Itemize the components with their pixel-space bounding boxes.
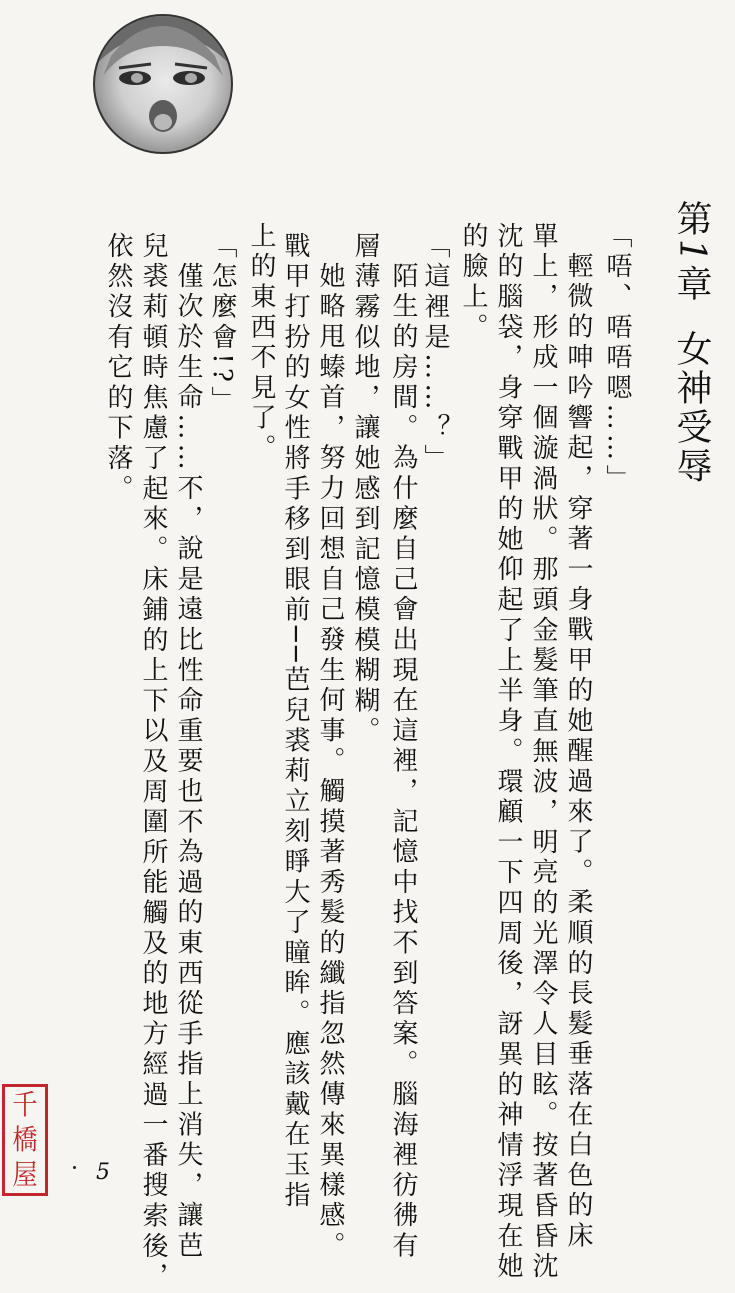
text-column: 的臉上。	[458, 222, 488, 344]
stamp-char: 橋	[12, 1122, 38, 1156]
text-column: 她略甩螓首，努力回想自己發生何事。觸摸著秀髮的纖指忽然傳來異樣感。	[315, 262, 345, 1262]
chapter-title: 女神受辱	[671, 329, 712, 486]
publisher-stamp	[2, 1084, 48, 1196]
portrait-illustration	[95, 16, 231, 152]
page-number: 5	[96, 1160, 110, 1185]
chapter-suffix: 章	[671, 264, 712, 304]
text-column: 依然沒有它的下落。	[103, 232, 133, 505]
text-column: 沈的腦袋，身穿戰甲的她仰起了上半身。環顧一下四周後，訝異的神情浮現在她	[493, 222, 523, 1283]
text-column: 上的東西不見了。	[246, 222, 276, 465]
stamp-char: 屋	[12, 1158, 38, 1192]
text-column: 「怎麼會!?」	[207, 232, 237, 417]
text-column: 單上，形成一個漩渦狀。那頭金髮筆直無波，明亮的光澤令人目眩。按著昏昏沈	[528, 222, 558, 1283]
character-portrait	[93, 14, 233, 154]
text-column: 輕微的呻吟響起，穿著一身戰甲的她醒過來了。柔順的長髮垂落在白色的床	[563, 252, 593, 1252]
text-column: 僅次於生命……不，說是遠比性命重要也不為過的東西從手指上消失，讓芭	[173, 262, 203, 1262]
text-column: 「這裡是……？」	[420, 232, 450, 475]
page-mark	[73, 1166, 76, 1169]
text-column: 戰甲打扮的女性將手移到眼前──芭兒裘莉立刻睜大了瞳眸。應該戴在玉指	[280, 232, 310, 1212]
opening-dialogue: 「唔、唔唔嗯……」	[602, 222, 632, 495]
text-column: 兒裘莉頓時焦慮了起來。床鋪的上下以及周圍所能觸及的地方經過一番搜索後，	[138, 232, 168, 1293]
stamp-char: 千	[12, 1087, 38, 1121]
text-column: 陌生的房間。為什麼自己會出現在這裡，記憶中找不到答案。腦海裡彷彿有	[388, 262, 418, 1262]
chapter-prefix: 第	[671, 200, 712, 239]
chapter-number: 1	[671, 239, 712, 265]
text-column: 層薄霧似地，讓她感到記憶模模糊糊。	[350, 232, 380, 748]
chapter-heading	[668, 200, 714, 530]
